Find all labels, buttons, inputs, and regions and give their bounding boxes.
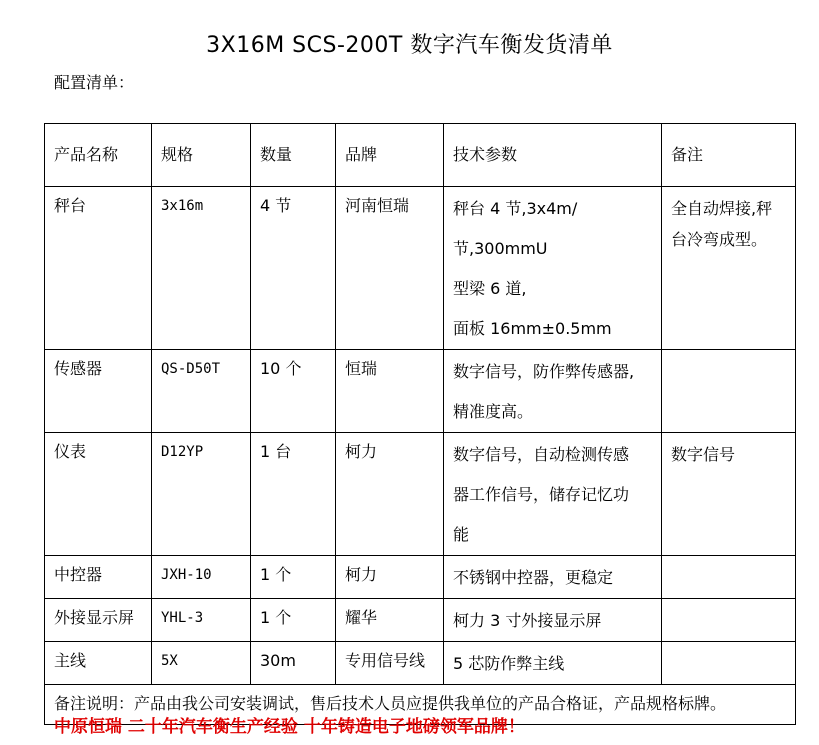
cell-brand: 河南恒瑞 [336,187,444,350]
table-row [45,642,796,685]
cell-quantity: 1 台 [251,433,336,556]
cell-quantity: 4 节 [251,187,336,350]
tech-param-line: 器工作信号，储存记忆功 [453,485,630,504]
cell-brand: 柯力 [336,433,444,556]
cell-notes [662,556,796,599]
cell-quantity: 1 个 [251,599,336,642]
cell-tech-params [444,433,662,556]
table-row [45,350,796,433]
cell-product-name: 传感器 [45,350,152,433]
cell-notes [662,433,796,556]
tech-param-line: 5 芯防作弊主线 [453,654,565,673]
table-row [45,433,796,556]
tech-param-line: 精准度高。 [453,402,534,421]
tech-param-line: 面板 16mm±0.5mm [453,319,612,338]
cell-quantity: 30m [251,642,336,685]
cell-quantity: 10 个 [251,350,336,433]
table-row [45,187,796,350]
tech-param-line: 数字信号，自动检测传感 [453,445,630,464]
cell-tech-params [444,642,662,685]
tech-param-line: 柯力 3 寸外接显示屏 [453,611,602,630]
header-product-name: 产品名称 [45,124,152,187]
note-line: 全自动焊接,秤 [671,199,773,218]
config-list-label: 配置清单： [54,73,135,92]
document-title: 3X16M SCS-200T 数字汽车衡发货清单 [206,33,613,58]
cell-spec: JXH-10 [152,556,251,599]
remark-text: 备注说明：产品由我公司安装调试，售后技术人员应提供我单位的产品合格证，产品规格标牌。 [45,685,796,725]
cell-spec: D12YP [152,433,251,556]
cell-brand: 专用信号线 [336,642,444,685]
tech-param-line: 数字信号，防作弊传感器, [453,362,635,381]
cell-brand: 耀华 [336,599,444,642]
cell-spec: YHL-3 [152,599,251,642]
cell-product-name: 中控器 [45,556,152,599]
note-line: 台冷弯成型。 [671,230,768,249]
tech-param-line: 能 [453,525,470,544]
cell-notes [662,350,796,433]
cell-tech-params [444,350,662,433]
cell-spec: 5X [152,642,251,685]
cell-tech-params [444,187,662,350]
cell-brand: 恒瑞 [336,350,444,433]
tech-param-line: 型梁 6 道, [453,279,527,298]
cell-product-name: 外接显示屏 [45,599,152,642]
header-brand: 品牌 [336,124,444,187]
cell-spec: 3x16m [152,187,251,350]
header-spec: 规格 [152,124,251,187]
footer-slogan: 中原恒瑞 二十年汽车衡生产经验 十年铸造电子地磅领军品牌！ [54,717,525,737]
table-row [45,599,796,642]
cell-product-name: 秤台 [45,187,152,350]
cell-spec: QS-D50T [152,350,251,433]
cell-product-name: 仪表 [45,433,152,556]
table-header-row [45,124,796,187]
cell-tech-params [444,599,662,642]
cell-tech-params [444,556,662,599]
tech-param-line: 不锈钢中控器，更稳定 [453,568,614,587]
cell-notes [662,187,796,350]
header-quantity: 数量 [251,124,336,187]
header-notes: 备注 [662,124,796,187]
cell-notes [662,599,796,642]
cell-product-name: 主线 [45,642,152,685]
tech-param-line: 秤台 4 节,3x4m/节,300mmU [453,199,578,258]
cell-quantity: 1 个 [251,556,336,599]
shipping-list-table [44,123,796,725]
cell-notes [662,642,796,685]
table-row [45,556,796,599]
note-line: 数字信号 [671,445,736,464]
header-tech-params: 技术参数 [444,124,662,187]
cell-brand: 柯力 [336,556,444,599]
